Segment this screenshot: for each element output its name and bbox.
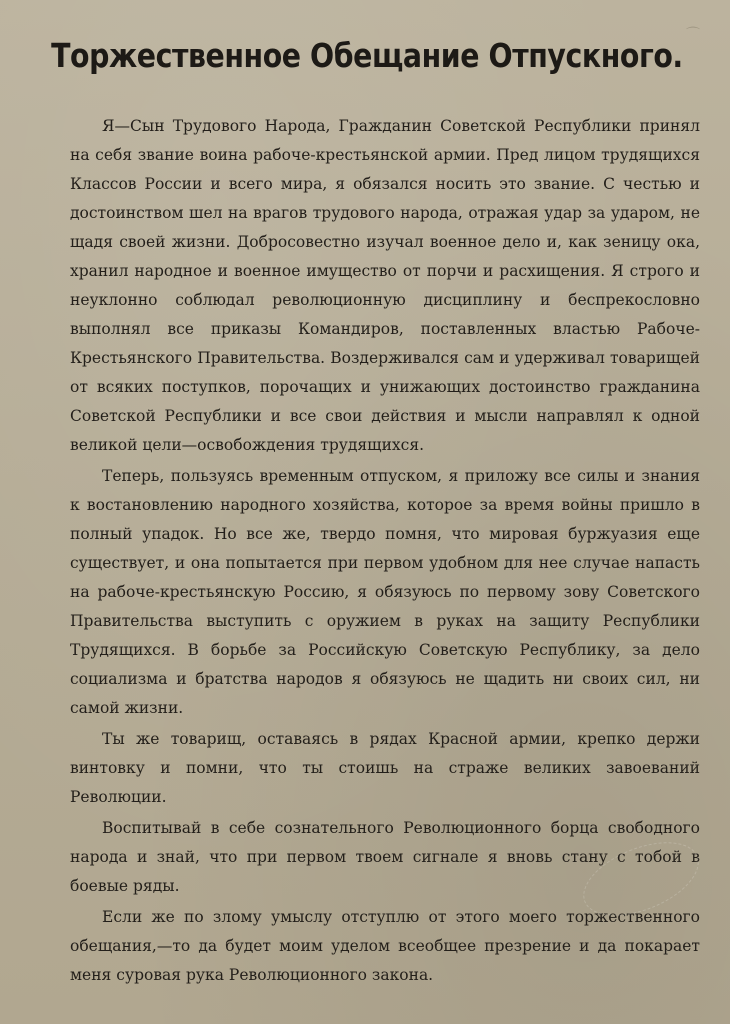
paragraph-1: Я—Сын Трудового Народа, Гражданин Советской Республики принял на себя звание воина рабоче-крестьянской армии. Пред лицом трудящихся Классов России и всего мира, я обязался носить это звание. С честью и достоинством шел на врагов трудового народа, отражая удар за ударом, не щадя своей жизни. Добросовестно изучал военное дело и, как зеницу ока, хранил народное и военное имущество от порчи и расхищения. Я строго и неуклонно соблюдал революционную дисциплину и беспрекословно выполнял все приказы Командиров, поставленных властью Рабоче-Крестьянского Правительства. Воздерживался сам и удерживал товарищей от всяких поступков, порочащих и унижающих достоинство гражданина Советской Республики и все свои действия и мысли направлял к одной великой цели—освобождения трудящихся. — [70, 117, 700, 454]
document-body — [70, 112, 700, 990]
paragraph-3: Ты же товарищ, оставаясь в рядах Красной армии, крепко держи винтовку и помни, что ты стоишь на страже великих завоеваний Революции. — [70, 730, 700, 806]
paragraph-2: Теперь, пользуясь временным отпуском, я приложу все силы и знания к востановлению народного хозяйства, которое за время войны пришло в полный упадок. Но все же, твердо помня, что мировая буржуазия еще существует, и она попытается при первом удобном для нее случае напасть на рабоче-крестьянскую Россию, я обязуюсь по первому зову Советского Правительства выступить с оружием в руках на защиту Республики Трудящихся. В борьбе за Российскую Советскую Республику, за дело социализма и братства народов я обязуюсь не щадить ни своих сил, ни самой жизни. — [70, 467, 700, 717]
page-corner-mark: ⌒ — [686, 27, 700, 43]
paragraph-4: Воспитывай в себе сознательного Революционного борца свободного народа и знай, что при первом твоем сигнале я вновь стану с тобой в боевые ряды. — [70, 819, 700, 895]
paragraph-5: Если же по злому умыслу отступлю от этого моего торжественного обещания,—то да будет моим уделом всеобщее презрение и да покарает меня суровая рука Революционного закона. — [70, 908, 700, 984]
document-title: Торжественное Обещание Отпускного. — [51, 36, 683, 75]
